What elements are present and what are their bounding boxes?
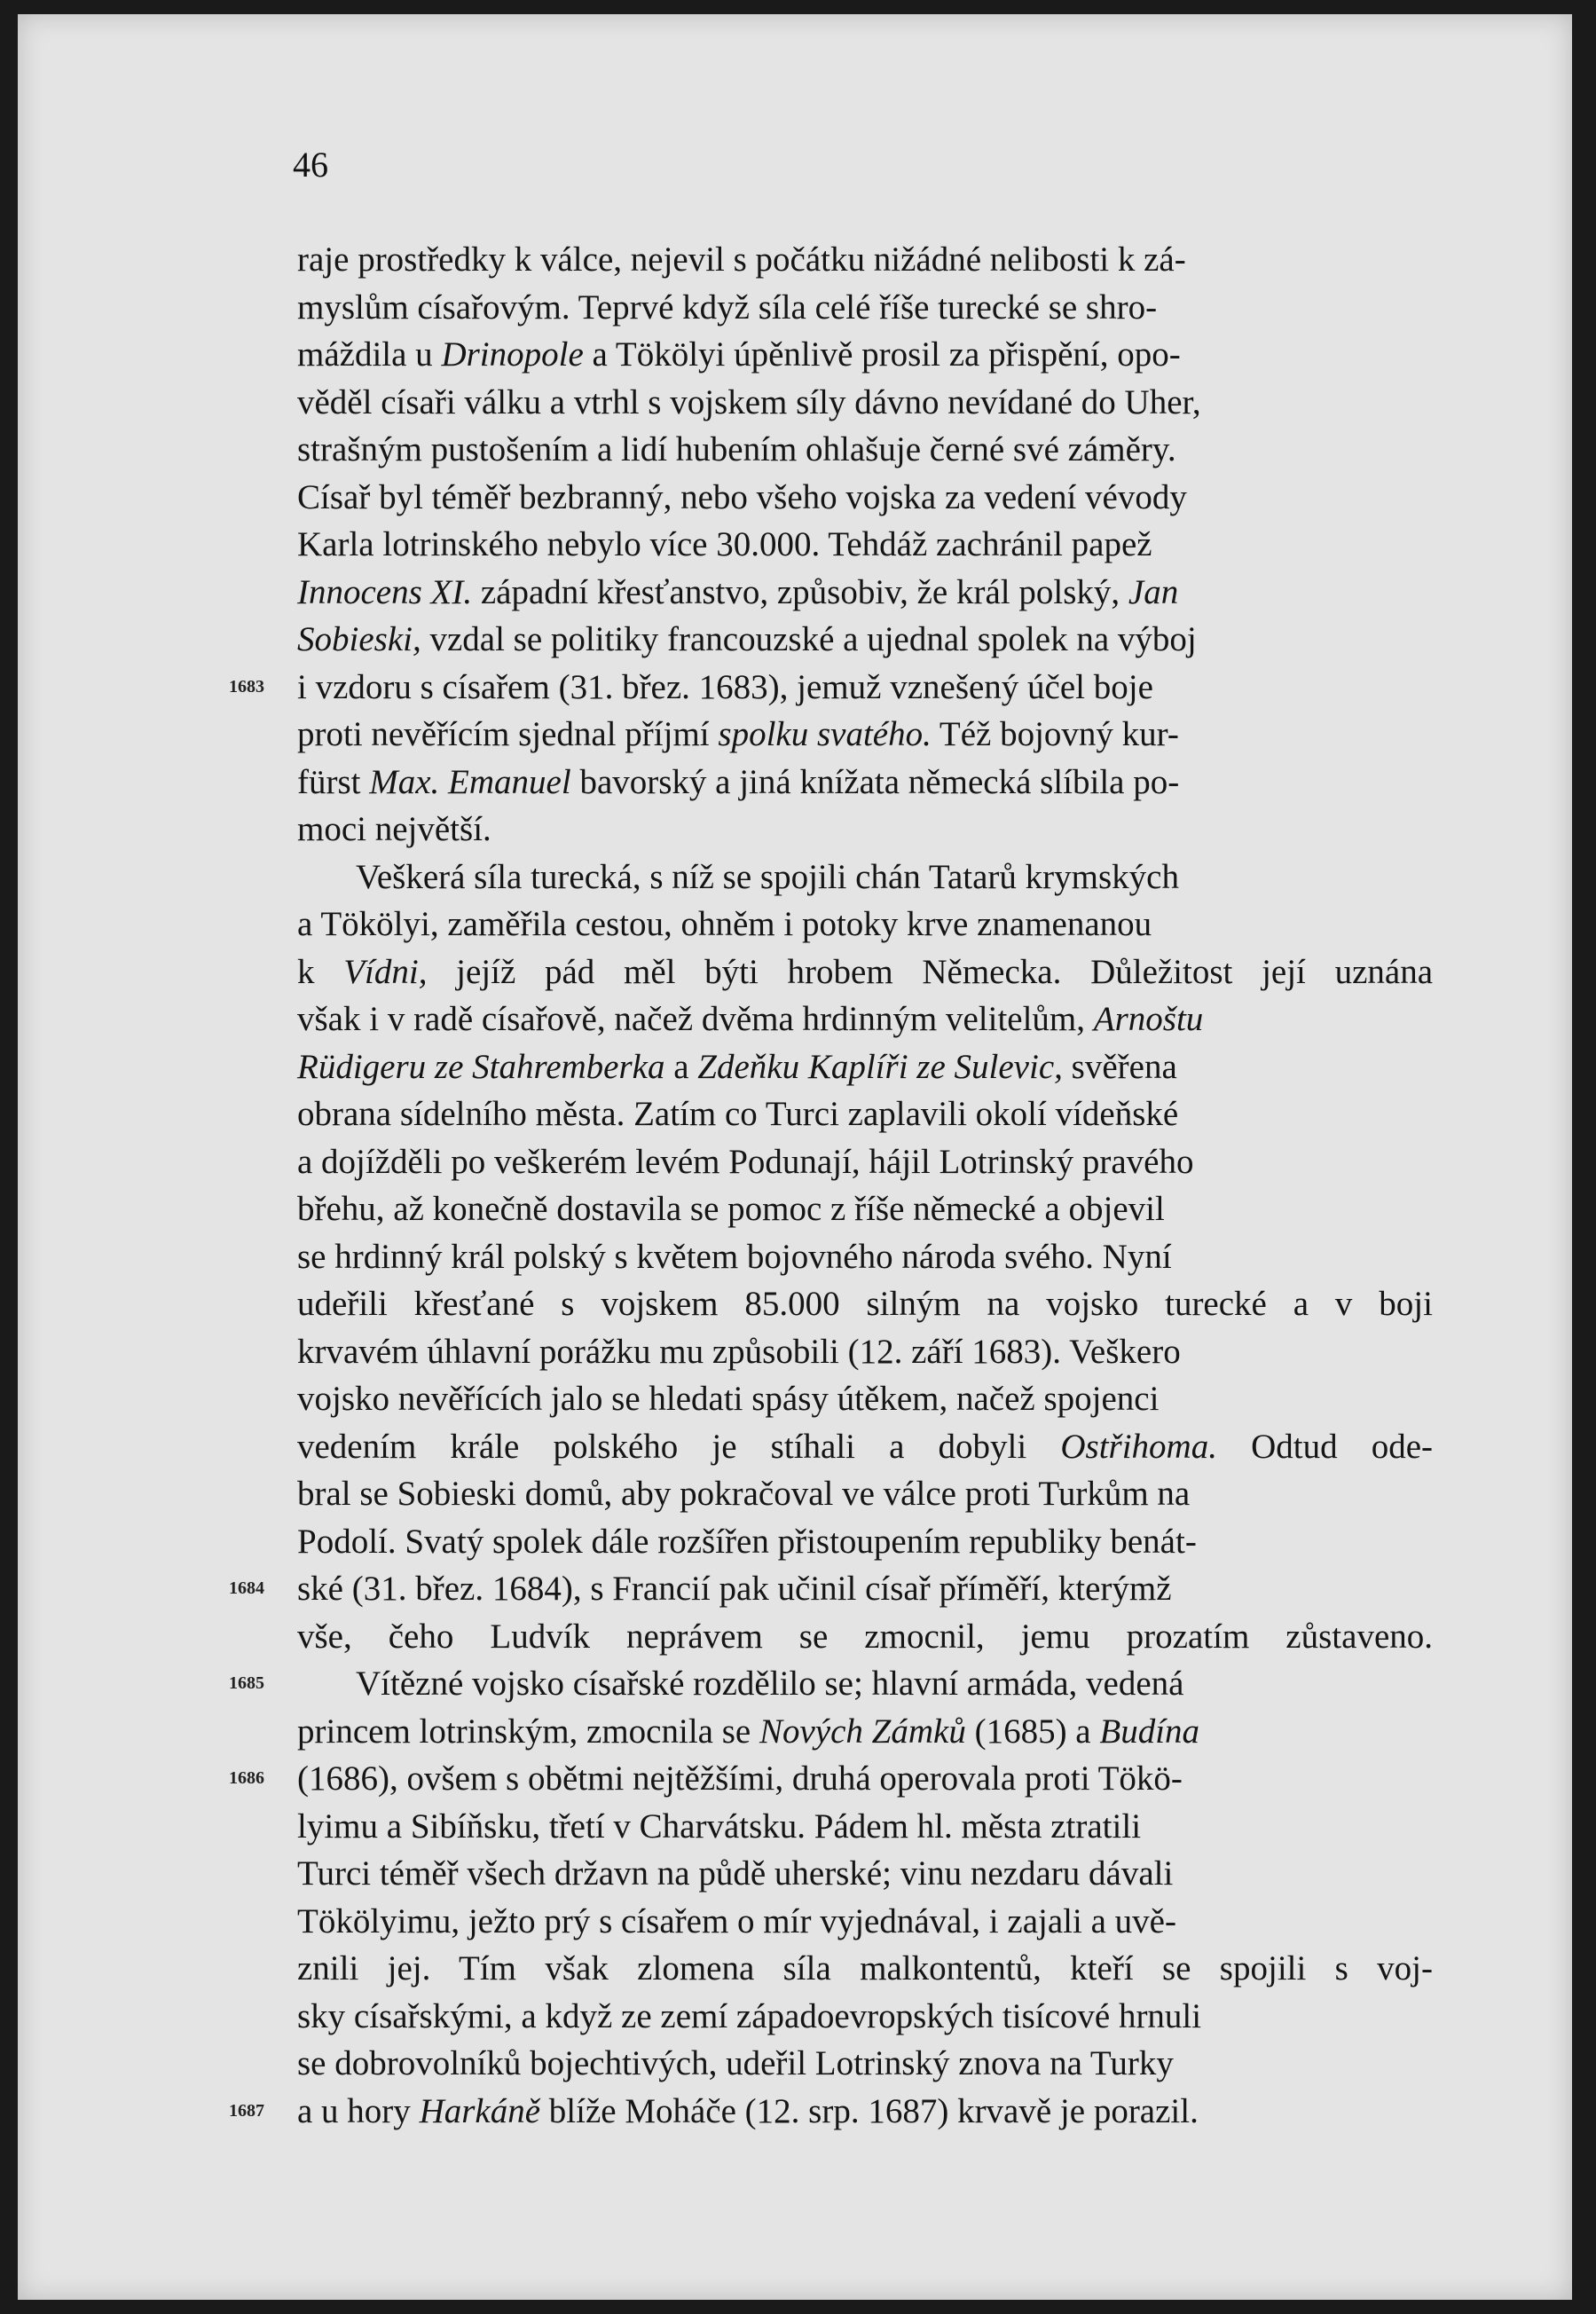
text-run: a <box>664 1047 698 1086</box>
line-content <box>297 525 1152 563</box>
line-content <box>297 1807 1141 1846</box>
italic-text: Harkáně <box>419 2091 541 2130</box>
text-run: věděl císaři válku a vtrhl s vojskem síly dávno nevídané do Uher, <box>297 382 1201 421</box>
text-line <box>229 2088 1433 2136</box>
text-line <box>297 759 1433 807</box>
text-run: obrana sídelního města. Zatím co Turci zaplavili okolí vídeňské <box>297 1095 1179 1133</box>
line-content <box>297 1617 1433 1656</box>
line-content <box>297 1570 1172 1608</box>
italic-text: Drinopole <box>441 335 584 374</box>
text-line <box>297 1375 1433 1423</box>
text-run: (1686), ovšem s obětmi nejtěžšími, druhá operovala proti Tökö- <box>297 1759 1183 1798</box>
text-run: k <box>297 952 344 991</box>
text-line <box>229 1565 1433 1613</box>
text-run: a Tökölyi, zaměřila cestou, ohněm i potoky krve znamenanou <box>297 905 1152 943</box>
margin-year-note: 1686 <box>229 1768 264 1788</box>
line-content <box>297 953 1433 991</box>
text-run: břehu, až konečně dostavila se pomoc z říše německé a objevil <box>297 1190 1165 1228</box>
margin-year-note: 1684 <box>229 1578 264 1598</box>
line-content <box>297 240 1186 279</box>
text-line <box>297 521 1433 569</box>
text-line <box>297 901 1433 948</box>
text-line <box>297 1328 1433 1376</box>
line-content <box>356 1665 1184 1703</box>
text-run: vše, čeho Ludvík neprávem se zmocnil, jemu prozatím zůstaveno. <box>297 1617 1433 1656</box>
italic-text: Max. Emanuel <box>369 762 571 801</box>
line-content <box>297 1428 1433 1466</box>
text-run: udeřili křesťané s vojskem 85.000 silným na vojsko turecké a v boji <box>297 1285 1433 1323</box>
text-line <box>297 1233 1433 1281</box>
line-content <box>297 763 1179 801</box>
text-run: ské (31. břez. 1684), s Francií pak učinil císař příměří, kterýmž <box>297 1570 1172 1608</box>
text-run: lyimu a Sibíňsku, třetí v Charvátsku. Pádem hl. města ztratili <box>297 1806 1142 1846</box>
line-content <box>297 715 1179 753</box>
text-line <box>297 1090 1433 1138</box>
text-run: máždila u <box>297 335 442 374</box>
text-run: znili jej. Tím však zlomena síla malkontentů, kteří se spojili s voj- <box>297 1949 1434 1987</box>
line-content <box>297 1997 1201 2035</box>
text-run: a u hory <box>297 2091 420 2130</box>
line-content <box>297 2092 1199 2130</box>
text-run: se hrdinný král polský s květem bojovného národa svého. Nyní <box>297 1237 1172 1276</box>
text-line <box>297 474 1433 522</box>
line-content <box>297 1949 1433 1987</box>
line-content <box>297 620 1197 658</box>
text-run: bral se Sobieski domů, aby pokračoval ve válce proti Turkům na <box>297 1475 1191 1513</box>
text-line <box>297 1423 1433 1471</box>
line-content <box>297 1095 1178 1133</box>
text-line <box>297 996 1433 1043</box>
line-content <box>297 1048 1177 1086</box>
italic-text: Arnoštu <box>1093 1000 1204 1038</box>
line-content <box>297 1523 1197 1561</box>
text-run: a dojížděli po veškerém levém Podunají, hájil Lotrinský pravého <box>297 1142 1194 1181</box>
text-run: Veškerá síla turecká, s níž se spojili chán Tatarů krymských <box>356 857 1179 896</box>
line-content <box>297 430 1176 468</box>
italic-text: Ostřihoma. <box>1060 1427 1217 1466</box>
line-content <box>297 1475 1190 1513</box>
text-line <box>297 1945 1433 1993</box>
text-line <box>297 806 1433 854</box>
text-line <box>297 379 1433 427</box>
text-run: krvavém úhlavní porážku mu způsobili (12. září 1683). Veškero <box>297 1332 1181 1371</box>
line-content <box>297 1380 1159 1418</box>
text-line <box>297 1518 1433 1566</box>
text-line <box>297 284 1433 332</box>
italic-text: Rüdigeru ze Stahremberka <box>297 1047 665 1086</box>
text-line <box>297 1850 1433 1898</box>
italic-text: Zdeňku Kaplíři ze Sulevic, <box>697 1047 1063 1086</box>
line-content <box>297 1000 1203 1038</box>
line-content <box>297 288 1157 327</box>
text-run: jejíž pád měl býti hrobem Německa. Důležitost její uznána <box>427 952 1434 991</box>
line-content <box>297 1759 1183 1798</box>
line-content <box>297 478 1187 516</box>
line-content <box>297 573 1178 611</box>
text-line <box>297 2040 1433 2088</box>
text-run: vojsko nevěřících jalo se hledati spásy útěkem, načež spojenci <box>297 1380 1160 1418</box>
text-line <box>297 616 1433 664</box>
line-content <box>297 1712 1199 1751</box>
text-run: Odtud ode- <box>1216 1427 1434 1466</box>
text-line <box>297 1803 1433 1851</box>
italic-text: Sobieski, <box>297 620 421 658</box>
line-content <box>297 383 1201 421</box>
line-content <box>297 905 1152 943</box>
line-content <box>297 1333 1181 1371</box>
text-run: proti nevěřícím sjednal příjmí <box>297 715 719 753</box>
line-content <box>297 1902 1176 1940</box>
text-line <box>297 1613 1433 1661</box>
text-run: Karla lotrinského nebylo více 30.000. Tehdáž zachránil papež <box>297 525 1152 563</box>
text-run: sky císařskými, a když ze zemí západoevropských tisícové hrnuli <box>297 1996 1202 2035</box>
text-run: blíže Moháče (12. srp. 1687) krvavě je porazil. <box>540 2091 1199 2130</box>
text-line <box>297 1470 1433 1518</box>
text-line <box>229 1660 1433 1708</box>
italic-text: Jan <box>1128 572 1179 611</box>
text-run: Podolí. Svatý spolek dále rozšířen přistoupením republiky benát- <box>297 1522 1197 1561</box>
text-line <box>297 426 1433 474</box>
text-run: Vítězné vojsko císařské rozdělilo se; hlavní armáda, vedená <box>356 1665 1184 1703</box>
italic-text: spolku svatého. <box>718 715 932 753</box>
text-line <box>229 1755 1433 1803</box>
italic-text: Budína <box>1099 1712 1200 1751</box>
line-content <box>297 1854 1173 1893</box>
page-number: 46 <box>293 145 328 185</box>
text-run: princem lotrinským, zmocnila se <box>297 1712 759 1751</box>
text-line <box>297 331 1433 379</box>
text-line <box>297 236 1433 284</box>
text-line <box>297 1898 1433 1946</box>
text-line <box>297 1708 1433 1756</box>
text-line <box>297 711 1433 759</box>
text-line <box>229 664 1433 712</box>
line-content <box>297 810 491 848</box>
text-run: se dobrovolníků bojechtivých, udeřil Lotrinský znova na Turky <box>297 2044 1174 2082</box>
line-content <box>297 1285 1433 1323</box>
line-content <box>297 1143 1194 1181</box>
text-run: Císař byl téměř bezbranný, nebo všeho vojska za vedení vévody <box>297 477 1187 516</box>
italic-text: Innocens XI. <box>297 572 473 611</box>
text-line <box>297 1280 1433 1328</box>
body-text <box>229 236 1434 2135</box>
text-line <box>297 854 1433 901</box>
italic-text: Vídni, <box>343 952 428 991</box>
line-content <box>356 858 1179 896</box>
text-run: bavorský a jiná knížata německá slíbila po- <box>570 762 1180 801</box>
text-line <box>297 948 1433 996</box>
margin-year-note: 1685 <box>229 1673 264 1693</box>
line-content <box>297 1238 1172 1276</box>
text-run: vedením krále polského je stíhali a dobyli <box>297 1427 1061 1466</box>
text-line <box>297 1043 1433 1091</box>
text-run: moci největší. <box>297 810 491 848</box>
text-run: raje prostředky k válce, nejevil s počátku nižádné nelibosti k zá- <box>297 240 1186 279</box>
margin-year-note: 1683 <box>229 676 264 697</box>
text-line <box>297 569 1433 617</box>
margin-year-note: 1687 <box>229 2100 264 2121</box>
text-line <box>297 1993 1433 2041</box>
text-run: Tökölyimu, ježto prý s císařem o mír vyjednával, i zajali a uvě- <box>297 1901 1176 1940</box>
text-run: (1685) a <box>965 1712 1100 1751</box>
text-run: svěřena <box>1062 1047 1177 1086</box>
book-page <box>18 14 1572 2300</box>
line-content <box>297 335 1181 374</box>
text-run: fürst <box>297 762 370 801</box>
line-content <box>297 1190 1165 1228</box>
text-line <box>297 1138 1433 1186</box>
text-run: myslům císařovým. Teprvé když síla celé říše turecké se shro- <box>297 287 1158 327</box>
line-content <box>297 668 1153 706</box>
text-line <box>297 1185 1433 1233</box>
text-run: strašným pustošením a lidí hubením ohlašuje černé své záměry. <box>297 430 1176 468</box>
text-run: západní křesťanstvo, způsobiv, že král polský, <box>472 572 1128 611</box>
text-run: však i v radě císařově, načež dvěma hrdinným velitelům, <box>297 1000 1094 1038</box>
text-run: vzdal se politiky francouzské a ujednal spolek na výboj <box>421 620 1197 658</box>
text-run: Též bojovný kur- <box>931 715 1179 753</box>
italic-text: Nových Zámků <box>759 1712 966 1751</box>
line-content <box>297 2044 1174 2082</box>
text-run: Turci téměř všech državn na půdě uherské; vinu nezdaru dávali <box>297 1854 1174 1893</box>
text-run: a Tökölyi úpěnlivě prosil za přispění, opo- <box>583 335 1181 374</box>
text-run: i vzdoru s císařem (31. břez. 1683), jemuž vznešený účel boje <box>297 667 1153 706</box>
